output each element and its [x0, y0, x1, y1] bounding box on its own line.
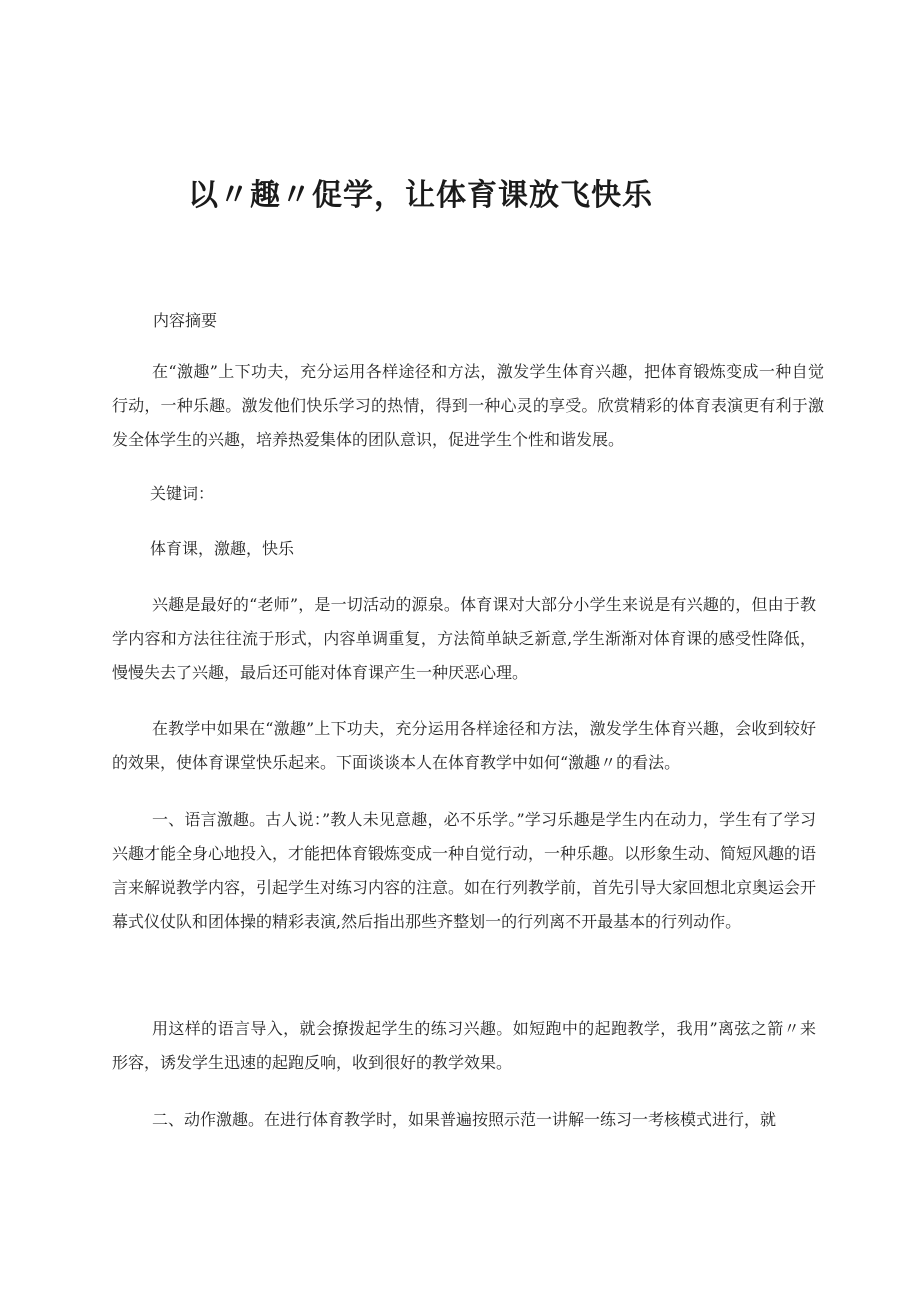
document-title: 以〃趣〃促学，让体育课放飞快乐 — [188, 178, 653, 213]
keywords-values: 体育课，激趣，快乐 — [150, 539, 295, 558]
body-paragraph: 用这样的语言导入，就会撩拨起学生的练习兴趣。如短跑中的起跑教学，我用”离弦之箭〃来形容，诱发学生迅速的起跑反响，收到很好的教学效果。 — [112, 1019, 816, 1072]
body-paragraph: 在教学中如果在“激趣”上下功夫，充分运用各样途径和方法，激发学生体育兴趣，会收到较好的效果，使体育课堂快乐起来。下面谈谈本人在体育教学中如何“激趣〃的看法。 — [112, 719, 816, 772]
body-paragraph: 兴趣是最好的“老师”，是一切活动的源泉。体育课对大部分小学生来说是有兴趣的，但由于教学内容和方法往往流于形式，内容单调重复，方法简单缺乏新意,学生渐渐对体育课的感受性降低，慢慢失去了兴趣，最后还可能对体育课产生一种厌恶心理。 — [112, 595, 816, 682]
abstract-paragraph: 在“激趣”上下功夫，充分运用各样途径和方法，激发学生体育兴趣，把体育锻炼变成一种自觉行动，一种乐趣。激发他们快乐学习的热情，得到一种心灵的享受。欣赏精彩的体育表演更有利于激发全体学生的兴趣，培养热爱集体的团队意识，促进学生个性和谐发展。 — [112, 362, 824, 449]
body-paragraph: 一、语言激趣。古人说：”教人未见意趣，必不乐学。”学习乐趣是学生内在动力，学生有了学习兴趣才能全身心地投入，才能把体育锻炼变成一种自觉行动，一种乐趣。以形象生动、简短风趣的语言来解说教学内容，引起学生对练习内容的注意。如在行列教学前，首先引导大家回想北京奥运会开幕式仪仗队和团体操的精彩表演,然后指出那些齐整划一的行列离不开最基本的行列动作。 — [112, 810, 817, 931]
abstract-heading: 内容摘要 — [153, 311, 218, 330]
body-paragraph: 二、动作激趣。在进行体育教学时，如果普遍按照示范一讲解一练习一考核模式进行，就 — [152, 1110, 777, 1129]
keywords-label: 关键词： — [150, 484, 215, 503]
